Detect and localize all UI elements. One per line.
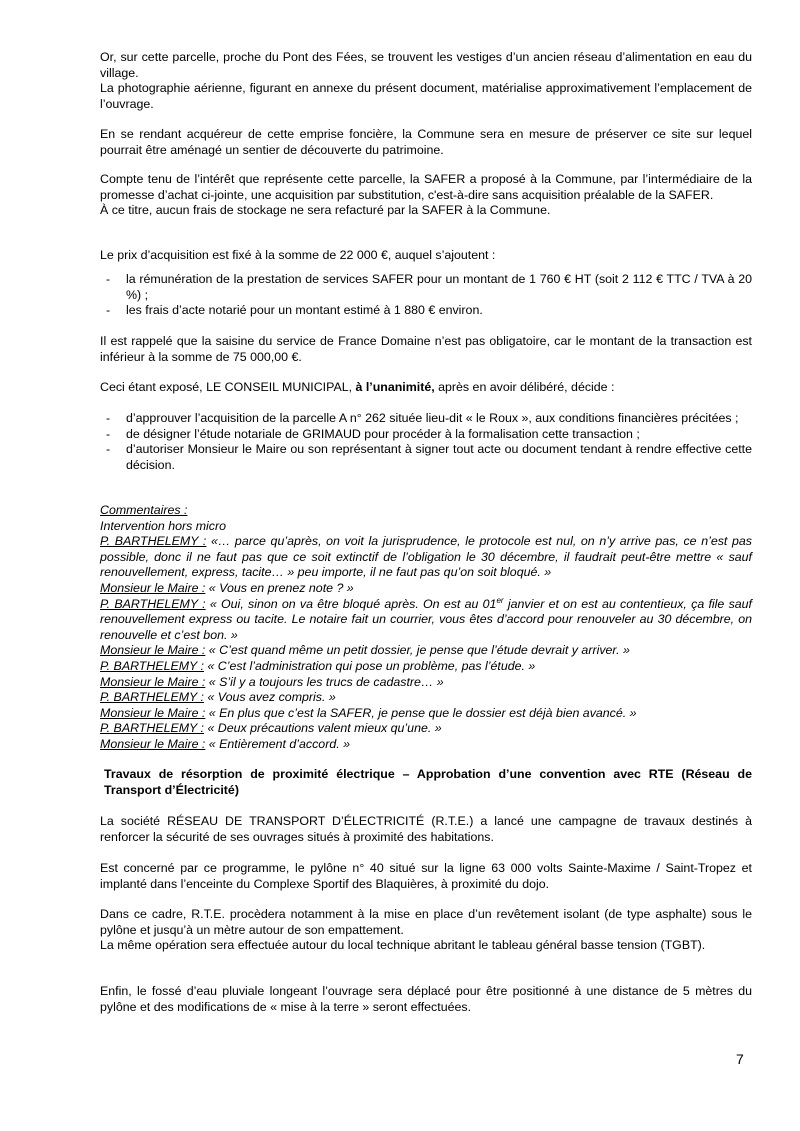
rte-text-2: Est concerné par ce programme, le pylône n° 40 situé sur la ligne 63 000 volts Sainte-Maxime / Saint-Tropez et implanté dans l’enceinte du Complexe Sportif des Blaquières, à proximité du dojo. [100, 861, 752, 891]
comment-speaker: Monsieur le Maire : [100, 674, 206, 689]
decision-item: - d’autoriser Monsieur le Maire ou son représentant à signer tout acte ou document tendant à rendre effective cette décision. [100, 442, 752, 473]
comment-text: « Entièrement d’accord. » [205, 736, 350, 751]
domaine-text: Il est rappelé que la saisine du service de France Domaine n’est pas obligatoire, car le montant de la transaction est inférieur à la somme de 75 000,00 €. [100, 334, 752, 364]
comment-line [100, 534, 752, 581]
decision-suffix: après en avoir délibéré, décide : [434, 380, 615, 394]
rte-paragraph-3 [100, 907, 752, 954]
comment-text: « C’est l’administration qui pose un problème, pas l’étude. » [204, 658, 536, 673]
comments-title: Commentaires : [100, 503, 188, 517]
section-heading [104, 767, 752, 798]
intro-paragraph [100, 50, 752, 112]
commune-paragraph [100, 127, 752, 158]
intro-line-2: La photographie aérienne, figurant en annexe du présent document, matérialise approximativement l’emplacement de l’ouvrage. [100, 81, 752, 111]
comment-text: «… parce qu’après, on voit la jurisprudence, le protocole est nul, on n’y arrive pas, ce n’est pas possible, donc il ne faut pas que ce soit extinctif de l’obligation le 30 décembre, il faudrait peut-être mettre « sauf renouvellement, express, tacite… » peu importe, il ne faut pas qu’on soit bloqué. » [100, 534, 752, 580]
safer-paragraph [100, 172, 752, 219]
comment-speaker: Monsieur le Maire : [100, 736, 206, 751]
safer-line-2: À ce titre, aucun frais de stockage ne sera refacturé par la SAFER à la Commune. [100, 203, 551, 218]
rte-paragraph-1 [100, 814, 752, 845]
rte-text-4: Enfin, le fossé d’eau pluviale longeant l’ouvrage sera déplacé pour être positionné à une distance de 5 mètres du pylône et des modifications de « mise à la terre » seront effectuées. [100, 984, 752, 1014]
comment-superscript: er [496, 595, 504, 605]
prix-item: - les frais d’acte notarié pour un montant estimé à 1 880 € environ. [100, 303, 752, 319]
comment-text: janvier et on est au contentieux, ça file sauf renouvellement express ou tacite. Le notaire fait un courrier, vous êtes d’accord pour renouveler au 30 décembre, on renouvelle et c’est bon. » [100, 596, 752, 642]
comment-line [100, 675, 752, 691]
comment-speaker: Monsieur le Maire : [100, 705, 206, 720]
decision-item: - d’approuver l’acquisition de la parcelle A n° 262 située lieu-dit « le Roux », aux conditions financières précitées ; [100, 411, 752, 427]
comment-speaker: Monsieur le Maire : [100, 643, 206, 658]
comment-text: « Oui, sinon on va être bloqué après. On est au 01 [205, 596, 497, 611]
prix-intro-text: Le prix d’acquisition est fixé à la somme de 22 000 €, auquel s’ajoutent : [100, 248, 496, 262]
comment-line [100, 737, 752, 753]
domaine-paragraph [100, 334, 752, 365]
commune-text: En se rendant acquéreur de cette emprise foncière, la Commune sera en mesure de préserver ce site sur lequel pourrait être aménagé un sentier de découverte du patrimoine. [100, 127, 752, 157]
comment-speaker: P. BARTHELEMY : [100, 596, 206, 611]
comment-line [100, 659, 752, 675]
decision-unanimity: à l’unanimité, [355, 380, 435, 394]
comment-line [100, 643, 752, 659]
comment-text: « Vous avez compris. » [204, 690, 336, 705]
decision-paragraph [100, 380, 752, 396]
rte-paragraph-2 [100, 861, 752, 892]
comments-note: Intervention hors micro [100, 518, 227, 533]
intro-line-1: Or, sur cette parcelle, proche du Pont des Fées, se trouvent les vestiges d’un ancien réseau d’alimentation en eau du village. [100, 50, 752, 80]
comment-text: « S’il y a toujours les trucs de cadastre… » [205, 674, 444, 689]
rte-text-3b: La même opération sera effectuée autour du local technique abritant le tableau général basse tension (TGBT). [100, 938, 706, 953]
decision-prefix: Ceci étant exposé, LE CONSEIL MUNICIPAL, [100, 380, 356, 394]
rte-text-1: La société RÉSEAU DE TRANSPORT D’ÉLECTRICITÉ (R.T.E.) a lancé une campagne de travaux destinés à renforcer la sécurité de ses ouvrages situés à proximité des habitations. [100, 814, 752, 844]
comment-line [100, 581, 752, 597]
comment-speaker: P. BARTHELEMY : [100, 690, 204, 705]
comment-speaker: Monsieur le Maire : [100, 580, 206, 595]
prix-intro [100, 248, 752, 264]
comment-text: « Deux précautions valent mieux qu’une. » [204, 721, 442, 736]
rte-paragraph-4 [100, 984, 752, 1015]
comments-block [100, 503, 752, 753]
decision-list [100, 411, 752, 473]
comment-speaker: P. BARTHELEMY : [100, 721, 204, 736]
comment-line [100, 706, 752, 722]
page-number: 7 [736, 1051, 744, 1067]
comment-speaker: P. BARTHELEMY : [100, 658, 204, 673]
section-title: Travaux de résorption de proximité électrique – Approbation d’une convention avec RTE (Réseau de Transport d’Électricité) [104, 767, 752, 797]
comment-speaker: P. BARTHELEMY : [100, 534, 207, 549]
comment-line [100, 597, 752, 644]
comment-text: « En plus que c’est la SAFER, je pense que le dossier est déjà bien avancé. » [205, 705, 637, 720]
comment-line [100, 721, 752, 737]
decision-item: - de désigner l’étude notariale de GRIMAUD pour procéder à la formalisation cette transaction ; [100, 427, 752, 443]
rte-text-3a: Dans ce cadre, R.T.E. procèdera notamment à la mise en place d’un revêtement isolant (de type asphalte) sous le pylône et jusqu’à un mètre autour de son empattement. [100, 907, 752, 937]
prix-item: - la rémunération de la prestation de services SAFER pour un montant de 1 760 € HT (soit 2 112 € TTC / TVA à 20 %) ; [100, 272, 752, 303]
comment-text: « Vous en prenez note ? » [205, 580, 354, 595]
comment-line [100, 690, 752, 706]
safer-line-1: Compte tenu de l’intérêt que représente cette parcelle, la SAFER a proposé à la Commune, par l’intermédiaire de la promesse d’achat ci-jointe, une acquisition par substitution, c'est-à-dire sans acquisition préalable de la SAFER. [100, 172, 752, 202]
comment-text: « C’est quand même un petit dossier, je pense que l’étude devrait y arriver. » [205, 643, 630, 658]
prix-list [100, 272, 752, 319]
